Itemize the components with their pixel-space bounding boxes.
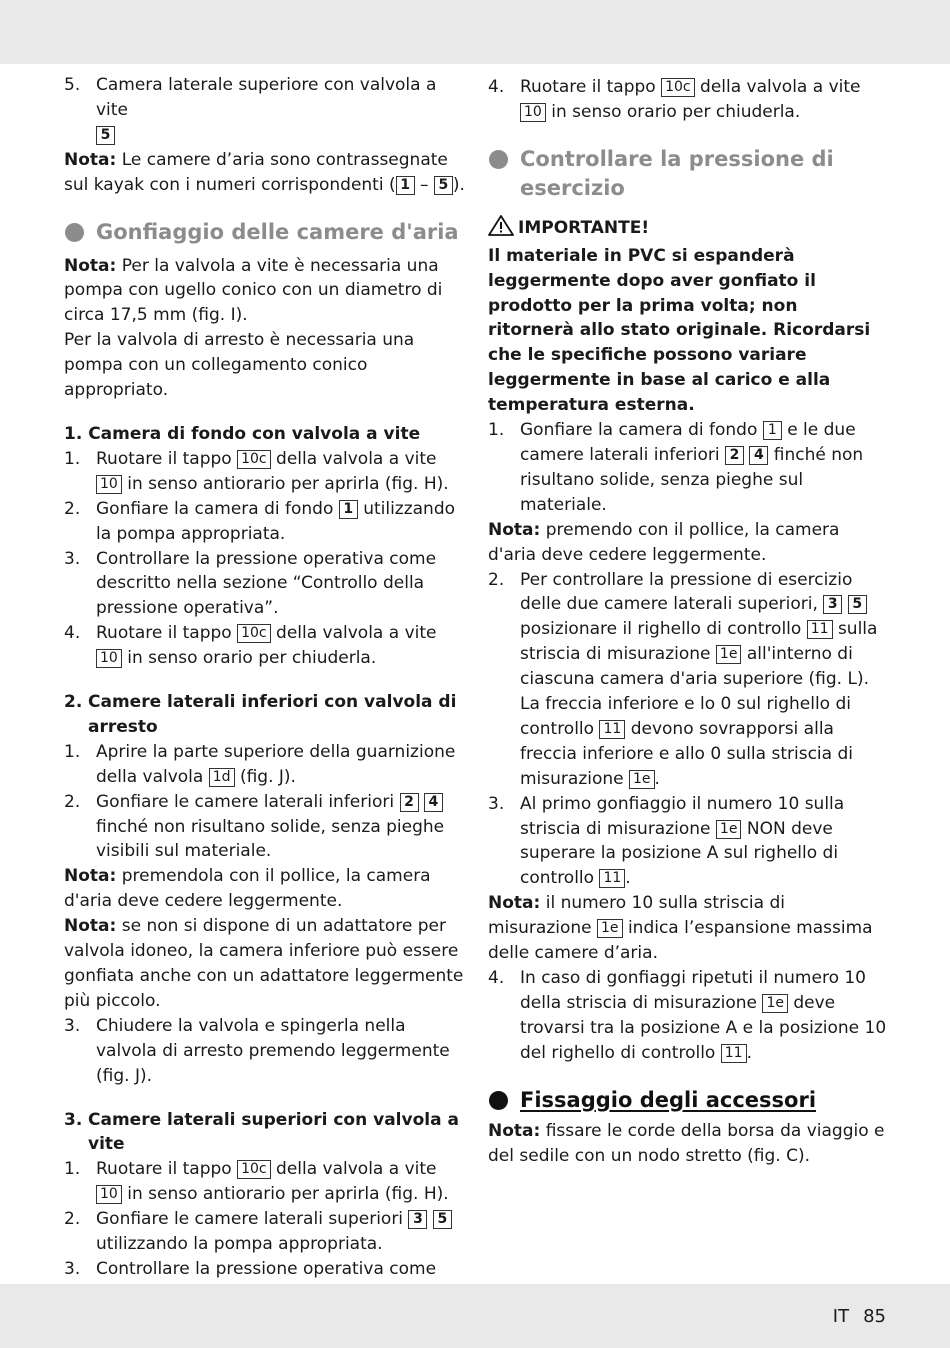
ref-badge: 4 [424,793,443,812]
language-code: IT [832,1306,850,1327]
list-item: 2. Per controllare la pressione di esercizio delle due camere laterali superiori, 3 5 posizionare il righello di controllo 11 sulla striscia di misurazione 1e all'interno di ciascuna camera d'aria superiore (fig. L). La freccia inferiore e lo 0 sul righello di controllo 11 devono sovrapporsi alla freccia inferiore e allo 0 sulla striscia di misurazione 1e . [488,569,878,789]
ref-badge: 5 [96,126,115,145]
page-number: 85 [863,1306,886,1327]
section-heading: Controllare la pressione di esercizio [488,145,888,203]
warning-triangle-icon [488,215,514,244]
note-paragraph: Nota: premendo con il pollice, la camera d'aria deve cedere leggermente. [488,519,840,565]
ref-badge: 5 [433,1210,452,1229]
note-paragraph: Nota: fissare le corde della borsa da viaggio e del sedile con un nodo stretto (fig. C). [488,1120,885,1166]
ref-badge: 1e [716,645,742,664]
list-item: 1. Gonfiare la camera di fondo 1 e le due camere laterali inferiori 2 4 finché non risultano solide, senza pieghe sul materiale. [488,420,864,515]
ref-badge: 10c [237,1160,271,1179]
ref-badge: 3 [823,595,842,614]
list-item: 2. Gonfiare la camera di fondo 1 utilizzando la pompa appropriata. [64,498,456,544]
note-paragraph: Nota: il numero 10 sulla striscia di misurazione 1e indica l’espansione massima delle camere d’aria. [488,893,873,964]
ref-badge: 10 [96,1185,122,1204]
note-paragraph: Nota: premendola con il pollice, la camera d'aria deve cedere leggermente. [64,866,431,912]
ref-badge: 3 [408,1210,427,1229]
ref-badge: 10c [237,624,271,643]
list-item: 3. Al primo gonfiaggio il numero 10 sulla striscia di misurazione 1e NON deve superare la posizione A sul righello di controllo 11 . [488,793,845,889]
page-footer [819,1305,886,1330]
list-item: 3. Controllare la pressione operativa come descritto nella sezione “Controllo della pressione operativa”. [64,548,437,619]
section-heading: Gonfiaggio delle camere d'aria [64,218,466,247]
list-item: 4. Ruotare il tappo 10c della valvola a vite 10 in senso orario per chiuderla. [488,77,861,122]
ref-badge: 10 [96,475,122,494]
bottom-band [0,1284,950,1348]
ref-badge: 5 [848,595,867,614]
ref-badge: 10 [520,103,546,122]
subsection-title: 1. Camera di fondo con valvola a vite [64,423,421,444]
ref-badge: 2 [400,793,419,812]
ref-badge: 4 [749,446,768,465]
subsection-title: 3. Camere laterali superiori con valvola a vite [64,1109,459,1155]
ref-badge: 10c [237,450,271,469]
section-heading: Fissaggio degli accessori [488,1086,888,1115]
ref-badge: 10c [661,78,695,97]
warning-block [488,215,888,418]
list-item: 3. Controllare la pressione operativa come [64,1258,437,1279]
ref-badge: 10 [96,649,122,668]
top-band [0,0,950,64]
list-item: 4. Ruotare il tappo 10c della valvola a vite 10 in senso orario per chiuderla. [64,623,437,669]
ref-badge: 2 [725,446,744,465]
left-column [64,73,466,1332]
note-paragraph: Nota: Per la valvola a vite è necessaria una pompa con ugello conico con un diametro di circa 17,5 mm (fig. I). Per la valvola di arresto è necessaria una pompa con un collegamento conico appropriato. [64,255,443,401]
note-paragraph: Nota: Le camere d’aria sono contrassegnate sul kayak con i numeri corrispondenti ( 1 – 5 ). [64,149,465,195]
list-item: 1. Aprire la parte superiore della guarnizione della valvola 1d (fig. J). [64,741,456,787]
list-item: 1. Ruotare il tappo 10c della valvola a vite 10 in senso antiorario per aprirla (fig. H). [64,1159,449,1205]
list-item: 4. In caso di gonfiaggi ripetuti il numero 10 della striscia di misurazione 1e deve trovarsi tra la posizione A e la posizione 10 del righello di controllo 11 . [488,968,887,1063]
bullet-dot-icon [489,150,508,169]
ref-badge: 11 [807,620,833,639]
ref-badge: 1 [763,421,782,440]
subsection-title: 2. Camere laterali inferiori con valvola di arresto [64,692,457,737]
ref-badge: 1e [629,770,655,789]
ref-badge: 5 [434,176,453,195]
list-item: 1. Ruotare il tappo 10c della valvola a vite 10 in senso antiorario per aprirla (fig. H). [64,448,449,494]
warning-title: IMPORTANTE! [518,217,650,238]
list-item: 3. Chiudere la valvola e spingerla nella valvola di arresto premendo leggermente (fig. J). [64,1015,450,1086]
ref-badge: 11 [721,1044,747,1063]
ref-badge: 11 [599,720,625,739]
ref-badge: 1 [396,176,415,195]
bullet-dot-icon [65,223,84,242]
list-item: 2. Gonfiare le camere laterali superiori 3 5 utilizzando la pompa appropriata. [64,1207,466,1257]
ref-badge: 1e [716,820,742,839]
bullet-dot-icon [489,1091,508,1110]
ref-badge: 11 [599,869,625,888]
ref-badge: 1d [209,768,235,787]
warning-text: Il materiale in PVC si espanderà leggermente dopo aver gonfiato il prodotto per la prima volta; non ritornerà allo stato originale. Ricordarsi che le specifiche possono variare leggermente in base al carico e alla temperatura esterna. [488,245,871,416]
ref-badge: 1e [762,994,788,1013]
ref-badge: 1e [597,919,623,938]
note-paragraph: Nota: se non si dispone di un adattatore per valvola idoneo, la camera inferiore può essere gonfiata anche con un adattatore leggermente più piccolo. [64,916,464,1011]
list-item: 2. Gonfiare le camere laterali inferiori 2 4 finché non risultano solide, senza pieghe visibili sul materiale. [64,791,445,862]
right-column [488,75,888,1168]
list-item: 5. Camera laterale superiore con valvola a vite 5 [64,75,437,143]
ref-badge: 1 [339,500,358,519]
